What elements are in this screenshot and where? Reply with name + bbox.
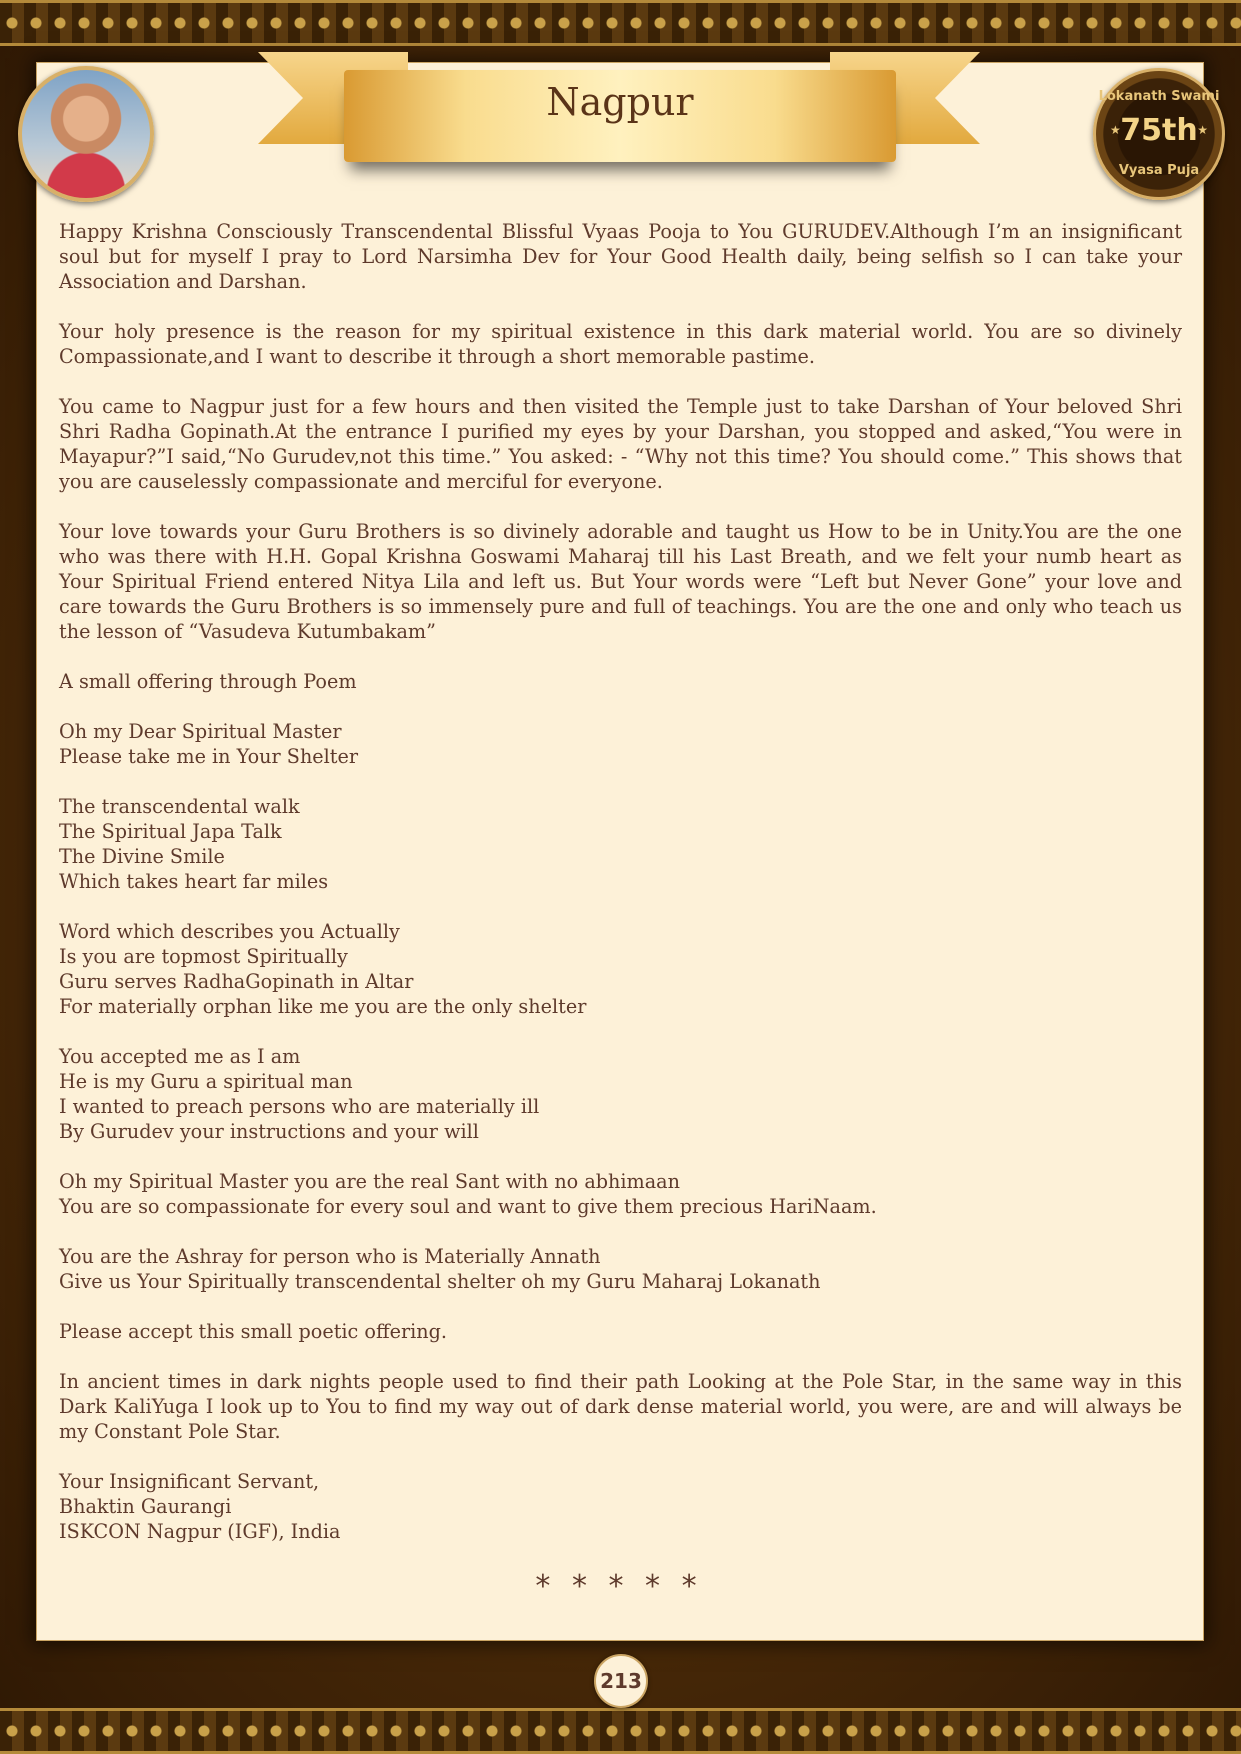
page-number: 213 [594,1654,648,1708]
poem-stanza [59,794,1182,894]
poem-line: Oh my Dear Spiritual Master [59,720,342,743]
poem-stanza [59,1169,1182,1219]
top-decorative-border [0,0,1241,46]
poem-line: Which takes heart far miles [59,870,329,893]
paragraph: You came to Nagpur just for a few hours and then visited the Temple just to take Darshan of Your beloved Shri Shri Radha Gopinath.At the entrance I purified my eyes by your Darshan, you stopped and asked,“You were in Mayapur?”I said,“No Gurudev,not this time.” You asked: - “Why not this time? You should come.” This shows that you are causelessly compassionate and merciful for everyone. [59,395,1182,493]
paragraph: Your love towards your Guru Brothers is so divinely adorable and taught us How to be in Unity.You are the one who was there with H.H. Gopal Krishna Goswami Maharaj till his Last Breath, and we felt your numb heart as Your Spiritual Friend entered Nitya Lila and left us. But Your words were “Left but Never Gone” your love and care towards the Guru Brothers is so immensely pure and full of teachings. You are the one and only who teach us the lesson of “Vasudeva Kutumbakam” [59,520,1182,643]
signature-location: ISKCON Nagpur (IGF), India [59,1520,341,1543]
poem-stanza [59,1044,1182,1144]
seal-number: 75th [1120,113,1198,148]
seal-star-icon: ★ [1110,123,1121,137]
poem-stanza [59,1244,1182,1294]
page-title: Nagpur [546,80,694,124]
poem-line: The transcendental walk [59,795,300,818]
poem-line: You accepted me as I am [59,1045,301,1068]
poem-line: Word which describes you Actually [59,920,400,943]
poem-line: The Divine Smile [59,845,225,868]
poem-line: Give us Your Spiritually transcendental shelter oh my Guru Maharaj Lokanath [59,1270,821,1293]
signature-author: Bhaktin Gaurangi [59,1495,232,1518]
anniversary-seal-logo [1093,68,1225,200]
paragraph: Your holy presence is the reason for my spiritual existence in this dark material world. You are so divinely Compassionate,and I want to describe it through a short memorable pastime. [59,320,1182,368]
poem-line: You are the Ashray for person who is Materially Annath [59,1245,601,1268]
poem-line: Is you are topmost Spiritually [59,945,348,968]
poem-line: The Spiritual Japa Talk [59,820,282,843]
seal-bottom-text: Vyasa Puja [1118,163,1200,178]
guru-portrait-avatar [18,66,154,202]
poem-stanza [59,719,1182,769]
poem-line: You are so compassionate for every soul and want to give them precious HariNaam. [59,1195,877,1218]
paragraph: Please accept this small poetic offering. [59,1320,447,1343]
bottom-decorative-border [0,1708,1241,1754]
paragraph: Happy Krishna Consciously Transcendental Blissful Vyaas Pooja to You GURUDEV.Although I’m an insignificant soul but for myself I pray to Lord Narsimha Dev for Your Good Health daily, being selfish so I can take your Association and Darshan. [59,220,1182,293]
poem-stanza [59,919,1182,1019]
signature-line: Your Insignificant Servant, [59,1470,320,1493]
poem-line: By Gurudev your instructions and your will [59,1120,479,1143]
poem-line: Oh my Spiritual Master you are the real Sant with no abhimaan [59,1170,680,1193]
seal-star-icon: ★ [1197,123,1208,137]
poem-line: Please take me in Your Shelter [59,745,359,768]
section-divider-stars: * * * * * [535,1569,703,1604]
seal-top-text: Lokanath Swami [1098,89,1220,104]
offering-text [59,219,1182,1569]
poem-line: Guru serves RadhaGopinath in Altar [59,970,414,993]
signature-block [59,1469,1182,1544]
poem-line: For materially orphan like me you are the only shelter [59,995,587,1018]
poem-line: He is my Guru a spiritual man [59,1070,353,1093]
paragraph: A small offering through Poem [59,670,357,693]
poem-line: I wanted to preach persons who are materially ill [59,1095,540,1118]
paragraph: In ancient times in dark nights people used to find their path Looking at the Pole Star, in the same way in this Dark KaliYuga I look up to You to find my way out of dark dense material world, you were, are and will always be my Constant Pole Star. [59,1370,1182,1443]
